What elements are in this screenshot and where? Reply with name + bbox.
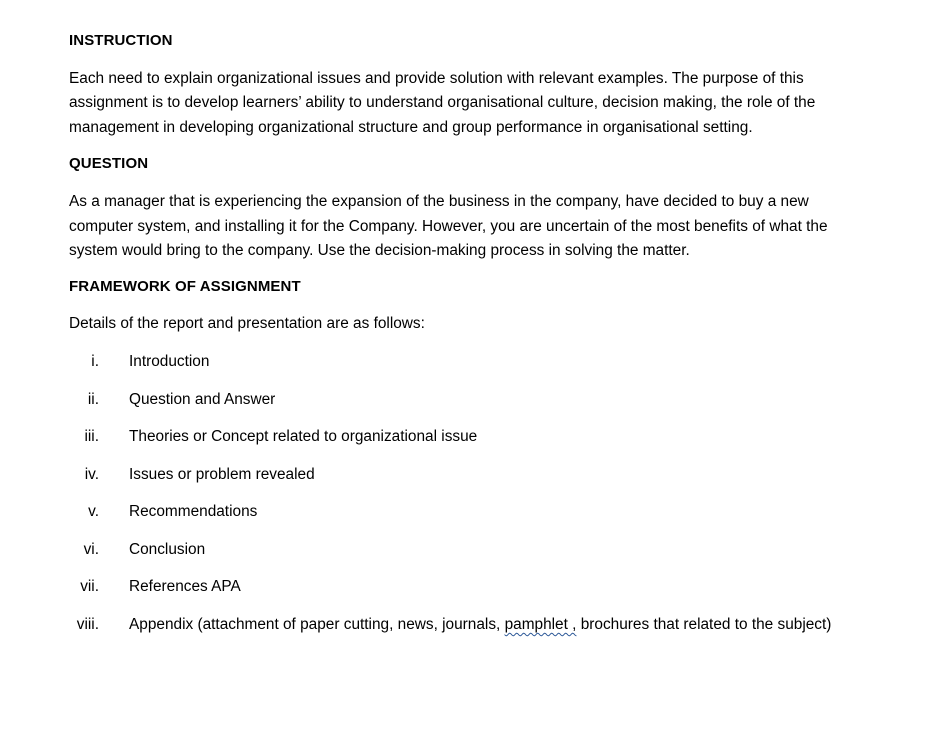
- appendix-text-after: brochures that related to the subject): [576, 615, 832, 633]
- list-marker: ii.: [87, 390, 99, 408]
- list-marker: viii.: [76, 615, 99, 633]
- instruction-paragraph: Each need to explain organizational issues and provide solution with relevant examples. The purpose of this assignment is to develop learners’ ability to understand organisational culture, decision making, the role of the management in developing organizational structure and group performance in organisational setting.: [69, 70, 816, 136]
- list-item-text: Issues or problem revealed: [129, 465, 315, 483]
- framework-list: [69, 350, 859, 637]
- instruction-heading: INSTRUCTION: [69, 32, 173, 49]
- list-item-text: Theories or Concept related to organizational issue: [129, 428, 478, 446]
- document-page: [69, 31, 859, 650]
- list-item-text: Conclusion: [129, 540, 206, 558]
- list-marker: vi.: [83, 540, 99, 558]
- question-heading: QUESTION: [69, 155, 149, 173]
- list-item: [69, 613, 859, 637]
- list-item: [69, 500, 859, 524]
- list-item-text: References APA: [129, 578, 241, 596]
- list-marker: i.: [91, 353, 99, 371]
- list-item-text: Question and Answer: [129, 390, 276, 408]
- appendix-text-before: Appendix (attachment of paper cutting, news, journals,: [129, 615, 505, 633]
- question-paragraph: As a manager that is experiencing the expansion of the business in the company, have decided to buy a new computer system, and installing it for the Company. However, you are uncertain of the most benefits of what the system would bring to the company. Use the decision-making process in solving the matter.: [69, 193, 828, 260]
- list-item-text: Recommendations: [129, 503, 258, 521]
- list-item: [69, 538, 859, 562]
- list-item: [69, 425, 859, 449]
- list-marker: iii.: [84, 428, 99, 446]
- framework-intro: Details of the report and presentation are as follows:: [69, 315, 425, 333]
- list-item: [69, 575, 859, 599]
- spellcheck-flagged-word[interactable]: pamphlet ,: [504, 615, 577, 633]
- list-item: [69, 388, 859, 412]
- list-item: [69, 350, 859, 374]
- list-item: [69, 463, 859, 487]
- list-marker: v.: [88, 503, 99, 521]
- list-marker: vii.: [80, 578, 99, 596]
- list-marker: iv.: [84, 465, 99, 483]
- framework-heading: FRAMEWORK OF ASSIGNMENT: [69, 278, 301, 296]
- list-item-text: [129, 613, 859, 637]
- list-item-text: Introduction: [129, 353, 210, 371]
